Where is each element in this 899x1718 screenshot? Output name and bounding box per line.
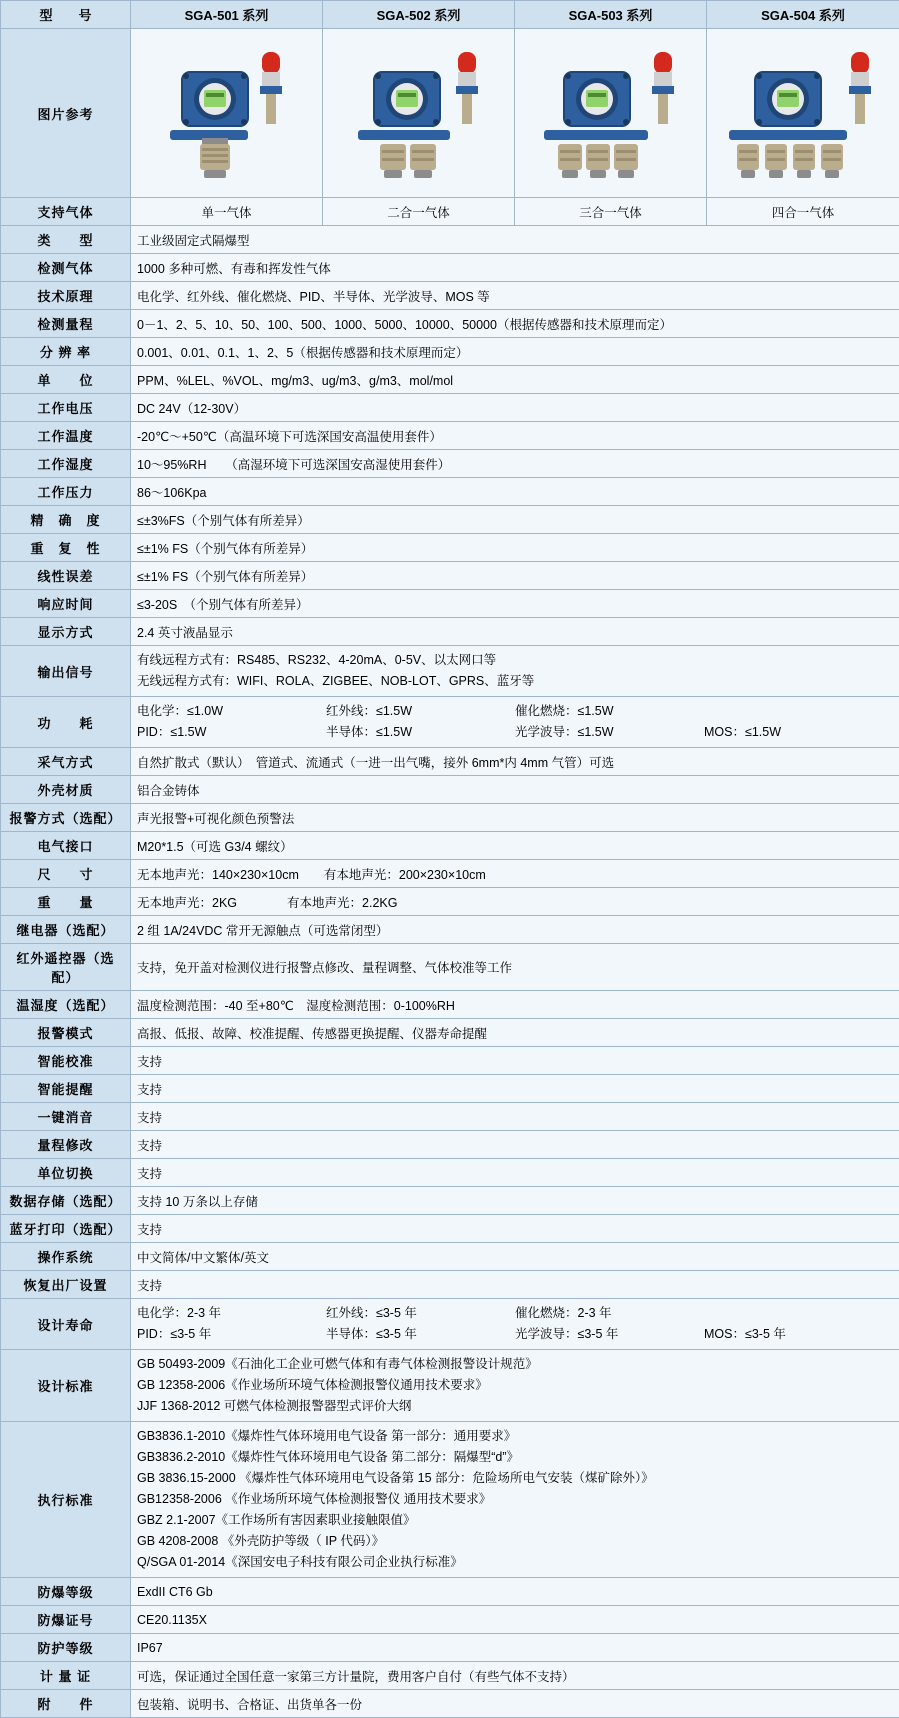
design-standard-line-3: JJF 1368-2012 可燃气体检测报警器型式评价大纲 [137,1396,893,1417]
row-label-factory-reset: 恢复出厂设置 [1,1271,131,1299]
exec-standard-label: 执行标准 [1,1422,131,1578]
row-label-humidity: 工作湿度 [1,450,131,478]
row-value-relay: 2 组 1A/24VDC 常开无源触点（可选常闭型） [131,916,899,944]
model-504: SGA-504 系列 [707,1,899,29]
device-image-501 [131,29,323,198]
table-row-factory-reset [1,1271,899,1299]
row-value-ir-remote: 支持，免开盖对检测仪进行报警点修改、量程调整、气体校准等工作 [131,944,899,991]
exec-standard-line-3: GB 3836.15-2000 《爆炸性气体环境用电气设备第 15 部分：危险场所电气安装（煤矿除外）》 [137,1468,893,1489]
row-value-dimension: 无本地声光：140×230×10cm 有本地声光：200×230×10cm [131,860,899,888]
design-life-label: 设计寿命 [1,1299,131,1350]
device-image-504 [707,29,899,198]
row-value-linearity: ≤±1% FS（个别气体有所差异） [131,562,899,590]
row-label-ir-remote: 红外遥控器（选配） [1,944,131,991]
power-pid: PID：≤1.5W [137,722,326,743]
table-row-display [1,618,899,646]
row-value-humidity: 10～95%RH （高湿环境下可选深国安高湿使用套件） [131,450,899,478]
row-label-electrical-interface: 电气接口 [1,832,131,860]
table-row-accuracy [1,506,899,534]
power-label: 功 耗 [1,697,131,748]
table-row-accessories [1,1690,899,1718]
row-value-metrology-certificate: 可选，保证通过全国任意一家第三方计量院，费用客户自付（有些气体不支持） [131,1662,899,1690]
table-row-data-storage [1,1187,899,1215]
row-label-data-storage: 数据存储（选配） [1,1187,131,1215]
device-image-502 [323,29,515,198]
life-catalytic: 催化燃烧：2-3 年 [515,1303,704,1324]
table-row-bluetooth-print [1,1215,899,1243]
output-signal-value [131,646,899,697]
row-label-temperature: 工作温度 [1,422,131,450]
power-line-1 [137,701,893,722]
row-label-metrology-certificate: 计 量 证 [1,1662,131,1690]
table-row-unit [1,366,899,394]
row-value-smart-calibration: 支持 [131,1047,899,1075]
table-row-dimension [1,860,899,888]
table-row-linearity [1,562,899,590]
row-value-accessories: 包装箱、说明书、合格证、出货单各一份 [131,1690,899,1718]
power-value [131,697,899,748]
table-row-exec-standard [1,1422,899,1578]
life-optical: 光学波导：≤3-5 年 [515,1324,704,1345]
design-standard-value [131,1350,899,1422]
power-electrochemical: 电化学：≤1.0W [137,701,326,722]
row-label-ex-certificate: 防爆证号 [1,1606,131,1634]
gas-support-504: 四合一气体 [707,198,899,226]
power-mos: MOS：≤1.5W [704,722,893,743]
device-illustration-2 [329,38,508,188]
row-label-range-modify: 量程修改 [1,1131,131,1159]
model-503: SGA-503 系列 [515,1,707,29]
table-row-voltage [1,394,899,422]
power-spacer [704,701,893,722]
row-value-mute: 支持 [131,1103,899,1131]
device-illustration-3 [521,38,700,188]
table-row-humidity [1,450,899,478]
exec-standard-line-7: Q/SGA 01-2014《深国安电子科技有限公司企业执行标准》 [137,1552,893,1573]
table-row-relay [1,916,899,944]
model-501: SGA-501 系列 [131,1,323,29]
row-value-sampling: 自然扩散式（默认） 管道式、流通式（一进一出气嘴，接外 6mm*内 4mm 气管）可选 [131,748,899,776]
row-label-os: 操作系统 [1,1243,131,1271]
life-pid: PID：≤3-5 年 [137,1324,326,1345]
table-row-pressure [1,478,899,506]
row-value-principle: 电化学、红外线、催化燃烧、PID、半导体、光学波导、MOS 等 [131,282,899,310]
row-label-unit: 单 位 [1,366,131,394]
design-standard-line-2: GB 12358-2006《作业场所环境气体检测报警仪通用技术要求》 [137,1375,893,1396]
row-label-shell-material: 外壳材质 [1,776,131,804]
design-standard-line-1: GB 50493-2009《石油化工企业可燃气体和有毒气体检测报警设计规范》 [137,1354,893,1375]
row-label-unit-switch: 单位切换 [1,1159,131,1187]
row-value-factory-reset: 支持 [131,1271,899,1299]
gas-support-503: 三合一气体 [515,198,707,226]
row-value-alarm-mode: 高报、低报、故障、校准提醒、传感器更换提醒、仪器寿命提醒 [131,1019,899,1047]
table-row-smart-calibration [1,1047,899,1075]
table-row-gas-support [1,198,899,226]
image-reference-label: 图片参考 [1,29,131,198]
row-label-detect-gas: 检测气体 [1,254,131,282]
life-mos: MOS：≤3-5 年 [704,1324,893,1345]
row-value-accuracy: ≤±3%FS（个别气体有所差异） [131,506,899,534]
power-optical: 光学波导：≤1.5W [515,722,704,743]
row-label-voltage: 工作电压 [1,394,131,422]
power-line-2 [137,722,893,743]
table-row-principle [1,282,899,310]
row-label-mute: 一键消音 [1,1103,131,1131]
table-row-repeatability [1,534,899,562]
output-signal-label: 输出信号 [1,646,131,697]
table-row-range [1,310,899,338]
life-semiconductor: 半导体：≤3-5 年 [326,1324,515,1345]
row-value-display: 2.4 英寸液晶显示 [131,618,899,646]
row-label-smart-reminder: 智能提醒 [1,1075,131,1103]
gas-detector-icon [526,38,696,188]
design-life-value [131,1299,899,1350]
row-value-range-modify: 支持 [131,1131,899,1159]
table-row-type [1,226,899,254]
table-row-power [1,697,899,748]
row-value-pressure: 86～106Kpa [131,478,899,506]
table-row-ex-rating [1,1578,899,1606]
row-label-type: 类 型 [1,226,131,254]
row-value-temp-humidity-option: 温度检测范围：-40 至+80℃ 湿度检测范围：0-100%RH [131,991,899,1019]
table-row-smart-reminder [1,1075,899,1103]
gas-detector-icon [334,38,504,188]
exec-standard-line-6: GB 4208-2008 《外壳防护等级（ IP 代码）》 [137,1531,893,1552]
table-row-ex-certificate [1,1606,899,1634]
row-label-temp-humidity-option: 温湿度（选配） [1,991,131,1019]
row-value-weight: 无本地声光：2KG 有本地声光：2.2KG [131,888,899,916]
row-value-range: 0－1、2、5、10、50、100、500、1000、5000、10000、50000（根据传感器和技术原理而定） [131,310,899,338]
table-row-image-reference [1,29,899,198]
table-row-output-signal [1,646,899,697]
gas-detector-icon [142,38,312,188]
row-label-pressure: 工作压力 [1,478,131,506]
row-value-shell-material: 铝合金铸体 [131,776,899,804]
row-label-alarm-mode: 报警模式 [1,1019,131,1047]
table-row-alarm-type [1,804,899,832]
design-standard-label: 设计标准 [1,1350,131,1422]
power-catalytic: 催化燃烧：≤1.5W [515,701,704,722]
row-label-ip-rating: 防护等级 [1,1634,131,1662]
design-life-line-2 [137,1324,893,1345]
table-row-range-modify [1,1131,899,1159]
exec-standard-line-5: GBZ 2.1-2007《工作场所有害因素职业接触限值》 [137,1510,893,1531]
row-label-response-time: 响应时间 [1,590,131,618]
power-semiconductor: 半导体：≤1.5W [326,722,515,743]
row-label-alarm-type: 报警方式（选配） [1,804,131,832]
row-value-voltage: DC 24V（12-30V） [131,394,899,422]
row-value-type: 工业级固定式隔爆型 [131,226,899,254]
row-value-repeatability: ≤±1% FS（个别气体有所差异） [131,534,899,562]
row-label-range: 检测量程 [1,310,131,338]
row-label-resolution: 分 辨 率 [1,338,131,366]
row-value-electrical-interface: M20*1.5（可选 G3/4 螺纹） [131,832,899,860]
life-electrochemical: 电化学：2-3 年 [137,1303,326,1324]
table-row-design-life [1,1299,899,1350]
table-row-sampling [1,748,899,776]
gas-detector-icon [715,38,891,188]
exec-standard-line-2: GB3836.2-2010《爆炸性气体环境用电气设备 第二部分：隔爆型“d”》 [137,1447,893,1468]
table-row-temperature [1,422,899,450]
design-life-line-1 [137,1303,893,1324]
row-value-unit: PPM、%LEL、%VOL、mg/m3、ug/m3、g/m3、mol/mol [131,366,899,394]
row-value-bluetooth-print: 支持 [131,1215,899,1243]
table-row-weight [1,888,899,916]
table-row-os [1,1243,899,1271]
gas-support-label: 支持气体 [1,198,131,226]
row-value-ex-certificate: CE20.1135X [131,1606,899,1634]
table-row-detect-gas [1,254,899,282]
row-label-dimension: 尺 寸 [1,860,131,888]
row-value-resolution: 0.001、0.01、0.1、1、2、5（根据传感器和技术原理而定） [131,338,899,366]
row-label-linearity: 线性误差 [1,562,131,590]
exec-standard-line-1: GB3836.1-2010《爆炸性气体环境用电气设备 第一部分：通用要求》 [137,1426,893,1447]
table-row-alarm-mode [1,1019,899,1047]
model-502: SGA-502 系列 [323,1,515,29]
row-label-sampling: 采气方式 [1,748,131,776]
row-label-accessories: 附 件 [1,1690,131,1718]
row-value-alarm-type: 声光报警+可视化颜色预警法 [131,804,899,832]
device-illustration-4 [713,38,893,188]
table-row-electrical-interface [1,832,899,860]
gas-support-501: 单一气体 [131,198,323,226]
row-value-detect-gas: 1000 多种可燃、有毒和挥发性气体 [131,254,899,282]
life-spacer [704,1303,893,1324]
row-value-unit-switch: 支持 [131,1159,899,1187]
output-signal-wired: 有线远程方式有：RS485、RS232、4-20mA、0-5V、以太网口等 [137,650,893,671]
row-label-repeatability: 重 复 性 [1,534,131,562]
row-value-response-time: ≤3-20S （个别气体有所差异） [131,590,899,618]
row-value-smart-reminder: 支持 [131,1075,899,1103]
row-value-ip-rating: IP67 [131,1634,899,1662]
exec-standard-line-4: GB12358-2006 《作业场所环境气体检测报警仪 通用技术要求》 [137,1489,893,1510]
table-row-mute [1,1103,899,1131]
table-row-ip-rating [1,1634,899,1662]
power-infrared: 红外线：≤1.5W [326,701,515,722]
row-value-ex-rating: ExdII CT6 Gb [131,1578,899,1606]
table-row-design-standard [1,1350,899,1422]
device-image-503 [515,29,707,198]
table-row-metrology-certificate [1,1662,899,1690]
row-value-data-storage: 支持 10 万条以上存储 [131,1187,899,1215]
model-label: 型 号 [1,1,131,29]
table-row-resolution [1,338,899,366]
table-row-shell-material [1,776,899,804]
row-label-display: 显示方式 [1,618,131,646]
output-signal-wireless: 无线远程方式有：WIFI、ROLA、ZIGBEE、NOB-LOT、GPRS、蓝牙等 [137,671,893,692]
row-value-os: 中文简体/中文繁体/英文 [131,1243,899,1271]
row-label-weight: 重 量 [1,888,131,916]
row-label-bluetooth-print: 蓝牙打印（选配） [1,1215,131,1243]
row-label-smart-calibration: 智能校准 [1,1047,131,1075]
device-illustration-1 [137,38,316,188]
row-label-ex-rating: 防爆等级 [1,1578,131,1606]
row-label-principle: 技术原理 [1,282,131,310]
table-row-ir-remote [1,944,899,991]
table-row-response-time [1,590,899,618]
exec-standard-value [131,1422,899,1578]
table-row-temp-humidity-option [1,991,899,1019]
row-label-relay: 继电器（选配） [1,916,131,944]
row-label-accuracy: 精 确 度 [1,506,131,534]
row-value-temperature: -20℃～+50℃（高温环境下可选深国安高温使用套件） [131,422,899,450]
life-infrared: 红外线：≤3-5 年 [326,1303,515,1324]
table-row-model-header [1,1,899,29]
table-row-unit-switch [1,1159,899,1187]
gas-support-502: 二合一气体 [323,198,515,226]
